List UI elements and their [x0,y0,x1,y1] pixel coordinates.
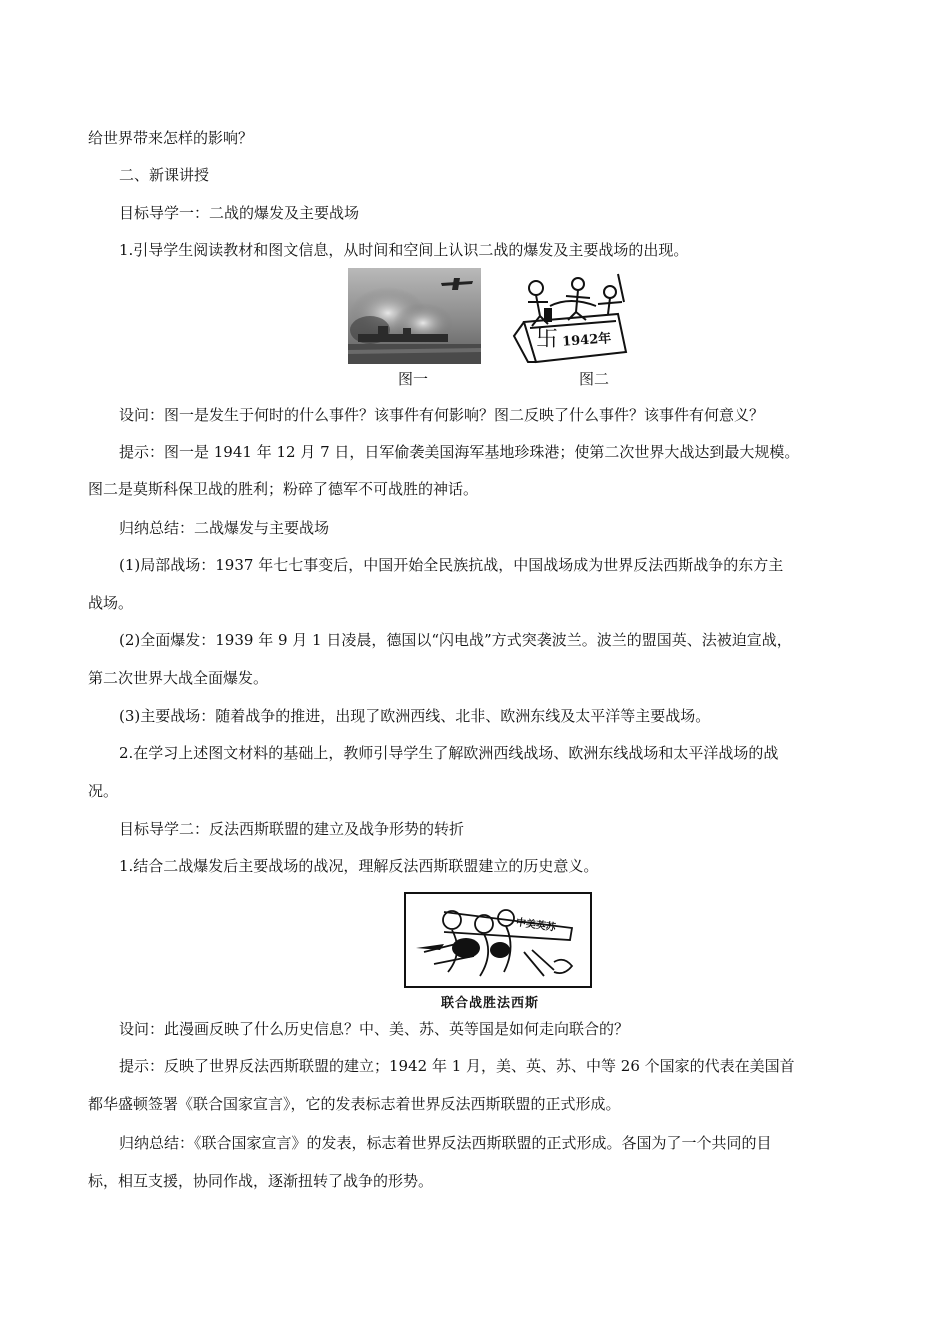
figure-caption-2: 图二 [579,370,610,388]
section-heading: 二、新课讲授 [119,166,210,184]
subsection-heading: 目标导学二：反法西斯联盟的建立及战争形势的转折 [119,820,465,838]
svg-text:卐: 卐 [536,327,559,352]
text-line: (1)局部战场：1937 年七七事变后，中国开始全民族抗战，中国战场成为世界反法西斯战争的东方主 [119,556,784,574]
text-line: 1.结合二战爆发后主要战场的战况，理解反法西斯联盟建立的历史意义。 [119,857,599,875]
united-against-fascism-cartoon [404,892,592,988]
text-line: 况。 [88,782,119,800]
figure-united-cartoon [404,892,592,988]
cartoon-banner-label: 中美英苏 [515,917,557,934]
text-line: 标，相互支援，协同作战，逐渐扭转了战争的形势。 [88,1172,434,1190]
text-line: (3)主要战场：随着战争的推进，出现了欧洲西线、北非、欧洲东线及太平洋等主要战场。 [119,707,711,725]
text-line: 1.引导学生阅读教材和图文信息，从时间和空间上认识二战的爆发及主要战场的出现。 [119,241,689,259]
moscow-defense-cartoon [500,266,638,364]
hint-line: 提示：反映了世界反法西斯联盟的建立；1942 年 1 月，美、英、苏、中等 26 个国家的代表在美国首 [119,1057,795,1075]
pearl-harbor-image [348,268,481,364]
question-line: 设问：此漫画反映了什么历史信息？中、美、苏、英等国是如何走向联合的？ [119,1020,630,1038]
text-line: (2)全面爆发：1939 年 9 月 1 日凌晨，德国以“闪电战”方式突袭波兰。波兰的盟国英、法被迫宣战， [119,631,792,649]
subsection-heading: 目标导学一：二战的爆发及主要战场 [119,204,360,222]
question-line: 设问：图一是发生于何时的什么事件？该事件有何影响？图二反映了什么事件？该事件有何意义？ [119,406,765,424]
summary-heading: 归纳总结：二战爆发与主要战场 [119,519,330,537]
figure-caption-1: 图一 [398,370,429,388]
text-line: 第二次世界大战全面爆发。 [88,669,269,687]
figure-pearl-harbor [348,268,481,364]
cartoon-title: 联合战胜法西斯 [441,996,540,1011]
text-line: 图二是莫斯科保卫战的胜利；粉碎了德军不可战胜的神话。 [88,480,479,498]
cartoon-year-label: 1942年 [561,331,612,350]
hint-line: 提示：图一是 1941 年 12 月 7 日，日军偷袭美国海军基地珍珠港；使第二次世界大战达到最大规模。 [119,443,800,461]
summary-line: 归纳总结：《联合国家宣言》的发表，标志着世界反法西斯联盟的正式形成。各国为了一个共同的目 [119,1134,772,1152]
text-line: 战场。 [88,594,134,612]
text-line: 2.在学习上述图文材料的基础上，教师引导学生了解欧洲西线战场、欧洲东线战场和太平洋战场的战 [119,744,779,762]
text-line: 都华盛顿签署《联合国家宣言》，它的发表标志着世界反法西斯联盟的正式形成。 [88,1095,621,1113]
figure-moscow-cartoon [500,266,638,364]
text-line: 给世界带来怎样的影响？ [88,129,254,147]
